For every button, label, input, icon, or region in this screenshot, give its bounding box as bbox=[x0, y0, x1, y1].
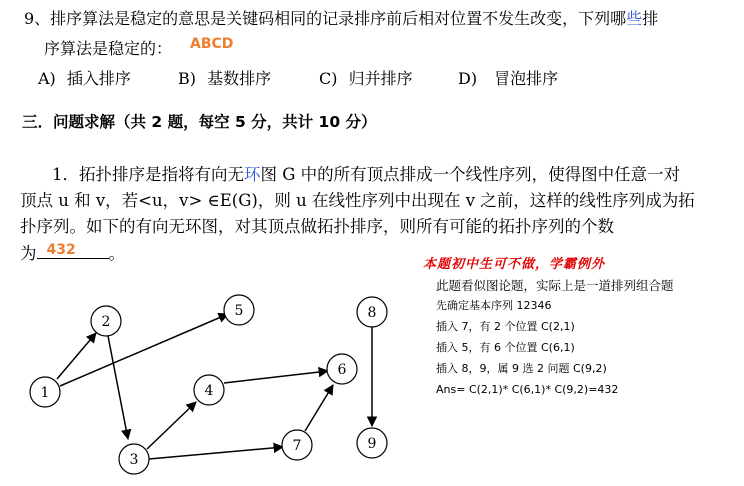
edge-4-6 bbox=[224, 371, 328, 383]
question9-line1-highlight: 些 bbox=[626, 9, 643, 28]
problem1-line1-highlight: 环 bbox=[244, 165, 261, 184]
explanation-line-1: 此题看似图论题，实际上是一道排列组合题 bbox=[436, 278, 674, 293]
problem1-line4-pre: 为 bbox=[20, 244, 37, 263]
option-c-text: 归并排序 bbox=[348, 69, 413, 88]
node-6-label: 6 bbox=[337, 362, 347, 378]
answer-blank bbox=[37, 240, 109, 259]
question9-line2-text: 序算法是稳定的： bbox=[44, 39, 173, 58]
question9-line1-pre: 9、排序算法是稳定的意思是关键码相同的记录排序前后相对位置不发生改变，下列哪 bbox=[24, 9, 627, 28]
node-6 bbox=[327, 354, 357, 384]
node-8-label: 8 bbox=[367, 305, 377, 321]
option-a-text: 插入排序 bbox=[66, 69, 131, 88]
node-9-label: 9 bbox=[367, 436, 377, 452]
node-2-label: 2 bbox=[101, 314, 111, 330]
edge-3-4 bbox=[147, 402, 196, 449]
node-8 bbox=[357, 297, 387, 327]
problem1-line1 bbox=[52, 162, 680, 188]
explanation-line-2: 先确定基本序列 12346 bbox=[436, 299, 552, 312]
node-4 bbox=[194, 375, 224, 405]
option-d-text: 冒泡排序 bbox=[494, 69, 559, 88]
option-a-label: A) bbox=[38, 69, 56, 88]
problem1-line3: 扑序列。如下的有向无环图，对其顶点做拓扑排序，则所有可能的拓扑序列的个数 bbox=[20, 217, 614, 236]
node-7-label: 7 bbox=[292, 438, 302, 454]
section-title: 三．问题求解（共 2 题，每空 5 分，共计 10 分） bbox=[22, 113, 377, 131]
node-5-label: 5 bbox=[234, 303, 244, 319]
option-d-label: D) bbox=[458, 69, 478, 88]
node-1 bbox=[30, 377, 60, 407]
node-7 bbox=[282, 430, 312, 460]
dag-graph bbox=[0, 280, 420, 486]
option-b bbox=[178, 66, 271, 89]
problem1-line4-post: 。 bbox=[108, 244, 125, 263]
explanation-line-4: 插入 5，有 6 个位置 C(6,1) bbox=[436, 341, 575, 354]
explanation-line-3: 插入 7，有 2 个位置 C(2,1) bbox=[436, 320, 575, 333]
edge-7-6 bbox=[305, 385, 333, 431]
explanation-line-6: Ans= C(2,1)* C(6,1)* C(9,2)=432 bbox=[436, 383, 619, 396]
problem1-answer: 432 bbox=[46, 242, 76, 258]
node-9 bbox=[357, 428, 387, 458]
problem1-line4 bbox=[20, 240, 125, 267]
edge-1-5 bbox=[60, 314, 228, 386]
node-3-label: 3 bbox=[129, 452, 139, 468]
question9-line1 bbox=[24, 8, 658, 30]
node-1-label: 1 bbox=[40, 385, 50, 401]
red-note: 本题初中生可不做，学霸例外 bbox=[423, 257, 606, 272]
option-b-text: 基数排序 bbox=[207, 69, 272, 88]
node-5 bbox=[224, 295, 254, 325]
option-b-label: B) bbox=[178, 69, 196, 88]
question9-line1-post: 排 bbox=[642, 9, 659, 28]
edge-1-2 bbox=[57, 333, 96, 379]
node-3 bbox=[119, 444, 149, 474]
option-c-label: C) bbox=[319, 69, 338, 88]
edge-3-7 bbox=[149, 447, 283, 459]
problem1-line1-pre: 1．拓扑排序是指将有向无 bbox=[52, 165, 244, 184]
explanation-line-5: 插入 8，9，属 9 选 2 问题 C(9,2) bbox=[436, 362, 607, 375]
option-d bbox=[458, 66, 558, 89]
problem1-line2: 顶点 u 和 v，若<u，v> ∈E(G)，则 u 在线性序列中出现在 v 之前，这样的线性序列成为拓 bbox=[20, 191, 695, 210]
question9-answer: ABCD bbox=[190, 36, 234, 52]
problem1-line1-post: 图 G 中的所有顶点排成一个线性序列，使得图中任意一对 bbox=[260, 165, 681, 184]
option-c bbox=[319, 66, 413, 89]
node-4-label: 4 bbox=[204, 383, 214, 399]
node-2 bbox=[91, 306, 121, 336]
question9-line2 bbox=[44, 38, 172, 60]
option-a bbox=[38, 66, 131, 89]
edge-2-3 bbox=[108, 336, 128, 439]
